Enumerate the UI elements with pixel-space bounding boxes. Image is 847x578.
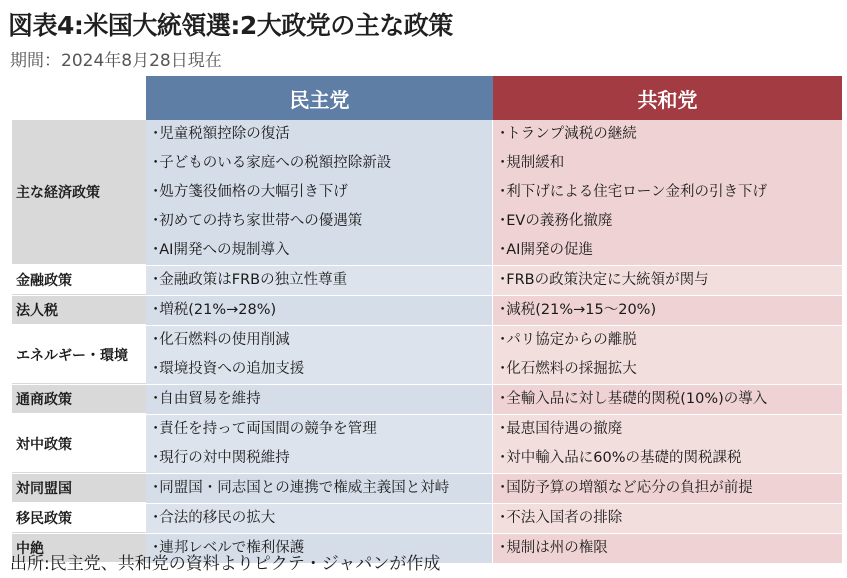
republican-policy-item: ･化石燃料の採掘拡大 — [499, 361, 637, 377]
republican-policy-item: ･減税(21%→15～20%) — [499, 302, 657, 318]
democrat-policy-cell — [146, 415, 493, 473]
header-democrat: 民主党 — [146, 76, 493, 120]
democrat-policy-cell — [146, 504, 493, 533]
republican-policy-item: ･EVの義務化撤廃 — [499, 213, 613, 229]
republican-policy-item: ･不法入国者の排除 — [499, 510, 623, 526]
democrat-policy-cell — [146, 266, 493, 295]
table-body — [12, 120, 842, 564]
table-row — [12, 296, 842, 326]
republican-policy-item: ･利下げによる住宅ローン金利の引き下げ — [499, 184, 767, 200]
republican-policy-item: ･規制は州の権限 — [499, 540, 608, 556]
date-subtitle: 期間：2024年8月28日現在 — [10, 51, 222, 71]
republican-policy-item: ･対中輸入品に60%の基礎的関税課税 — [499, 450, 742, 466]
table-header — [12, 76, 842, 120]
table-row — [12, 474, 842, 504]
republican-policy-cell — [493, 385, 842, 414]
democrat-policy-item: ･同盟国・同志国との連携で権威主義国と対峙 — [152, 480, 450, 496]
democrat-policy-item: ･子どものいる家庭への税額控除新設 — [152, 155, 392, 171]
republican-policy-cell — [493, 415, 842, 473]
row-category: 主な経済政策 — [12, 120, 146, 265]
row-category: 対同盟国 — [12, 474, 146, 503]
table-row — [12, 385, 842, 415]
row-category: 対中政策 — [12, 415, 146, 473]
row-category: 法人税 — [12, 296, 146, 325]
democrat-policy-item: ･化石燃料の使用削減 — [152, 332, 290, 348]
democrat-policy-item: ･処方箋役価格の大幅引き下げ — [152, 184, 348, 200]
republican-policy-cell — [493, 326, 842, 384]
democrat-policy-item: ･増税(21%→28%) — [152, 302, 277, 318]
democrat-policy-cell — [146, 296, 493, 325]
row-category: 移民政策 — [12, 504, 146, 533]
republican-policy-item: ･FRBの政策決定に大統領が関与 — [499, 272, 709, 288]
header-blank-cell — [12, 76, 146, 120]
democrat-policy-item: ･環境投資への追加支援 — [152, 361, 305, 377]
republican-policy-item: ･トランプ減税の継続 — [499, 126, 637, 142]
row-category: 通商政策 — [12, 385, 146, 414]
republican-policy-item: ･最恵国待遇の撤廃 — [499, 421, 623, 437]
democrat-policy-item: ･児童税額控除の復活 — [152, 126, 290, 142]
row-category: エネルギー・環境 — [12, 326, 146, 384]
republican-policy-cell — [493, 266, 842, 295]
democrat-policy-item: ･AI開発への規制導入 — [152, 242, 290, 258]
republican-policy-cell — [493, 504, 842, 533]
democrat-policy-cell — [146, 385, 493, 414]
democrat-policy-cell — [146, 326, 493, 384]
policy-table — [12, 76, 842, 564]
row-category: 金融政策 — [12, 266, 146, 295]
democrat-policy-item: ･責任を持って両国間の競争を管理 — [152, 421, 377, 437]
democrat-policy-item: ･金融政策はFRBの独立性尊重 — [152, 272, 348, 288]
democrat-policy-cell — [146, 120, 493, 265]
republican-policy-cell — [493, 474, 842, 503]
source-note: 出所:民主党、共和党の資料よりピクテ・ジャパンが作成 — [10, 554, 441, 574]
democrat-policy-item: ･合法的移民の拡大 — [152, 510, 276, 526]
republican-policy-item: ･規制緩和 — [499, 155, 565, 171]
democrat-policy-item: ･連邦レベルで権利保護 — [152, 540, 305, 556]
democrat-policy-item: ･初めての持ち家世帯への優遇策 — [152, 213, 363, 229]
table-row — [12, 326, 842, 385]
republican-policy-cell — [493, 120, 842, 265]
header-republican: 共和党 — [493, 76, 842, 120]
row-category: 中絶 — [12, 534, 146, 563]
page-title: 図表4:米国大統領選:2大政党の主な政策 — [8, 11, 453, 40]
republican-policy-item: ･国防予算の増額など応分の負担が前提 — [499, 480, 753, 496]
table-row — [12, 266, 842, 296]
democrat-policy-cell — [146, 474, 493, 503]
republican-policy-cell — [493, 296, 842, 325]
republican-policy-item: ･全輸入品に対し基礎的関税(10%)の導入 — [499, 391, 768, 407]
republican-policy-item: ･AI開発の促進 — [499, 242, 593, 258]
democrat-policy-item: ･現行の対中関税維持 — [152, 450, 290, 466]
table-row — [12, 120, 842, 266]
republican-policy-item: ･パリ協定からの離脱 — [499, 332, 637, 348]
republican-policy-cell — [493, 534, 842, 563]
table-row — [12, 415, 842, 474]
democrat-policy-item: ･自由貿易を維持 — [152, 391, 261, 407]
table-row — [12, 504, 842, 534]
